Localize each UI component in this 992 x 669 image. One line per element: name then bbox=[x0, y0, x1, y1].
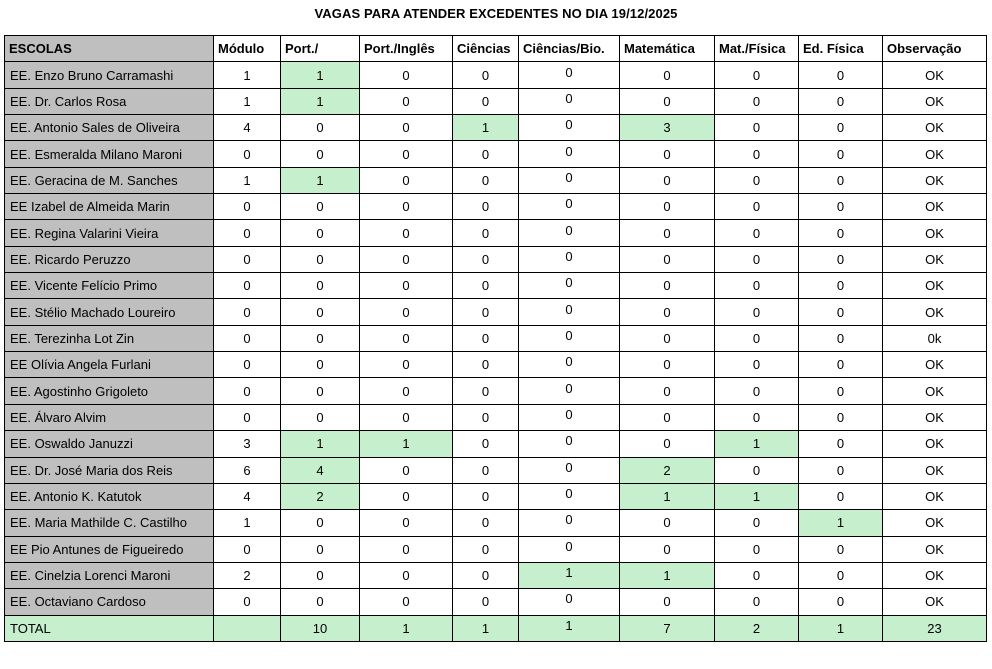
table-cell: 0 bbox=[360, 194, 453, 220]
school-name-cell: EE. Stélio Machado Loureiro bbox=[5, 299, 214, 325]
table-cell: OK bbox=[883, 88, 987, 114]
table-cell: 0 bbox=[715, 62, 799, 88]
table-cell: OK bbox=[883, 220, 987, 246]
table-cell: 0 bbox=[453, 62, 519, 88]
school-name-cell: EE. Regina Valarini Vieira bbox=[5, 220, 214, 246]
table-cell bbox=[519, 141, 620, 167]
table-cell: 0 bbox=[799, 141, 883, 167]
table-cell: 0 bbox=[281, 246, 360, 272]
table-cell: 0 bbox=[620, 325, 715, 351]
table-cell: 2 bbox=[281, 483, 360, 509]
table-cell: 0 bbox=[715, 246, 799, 272]
school-name-cell: EE. Cinelzia Lorenci Maroni bbox=[5, 562, 214, 588]
table-cell: 0 bbox=[281, 562, 360, 588]
table-cell: 0 bbox=[620, 273, 715, 299]
cell-value: 0 bbox=[565, 196, 573, 212]
cell-value: 0 bbox=[565, 486, 573, 502]
table-cell: 0 bbox=[281, 589, 360, 615]
table-cell bbox=[519, 325, 620, 351]
table-row bbox=[5, 167, 987, 193]
table-cell: 0 bbox=[715, 352, 799, 378]
table-cell: 1 bbox=[715, 431, 799, 457]
table-cell: 0 bbox=[214, 378, 281, 404]
header-ciencias-bio: Ciências/Bio. bbox=[519, 36, 620, 62]
vacancies-table bbox=[4, 35, 987, 642]
table-cell: OK bbox=[883, 483, 987, 509]
table-cell: 0 bbox=[620, 194, 715, 220]
table-cell: 0 bbox=[799, 115, 883, 141]
table-cell: 0 bbox=[799, 62, 883, 88]
table-row bbox=[5, 62, 987, 88]
table-cell: 0 bbox=[360, 88, 453, 114]
table-row bbox=[5, 352, 987, 378]
table-cell: 0 bbox=[360, 115, 453, 141]
table-cell: 0 bbox=[799, 562, 883, 588]
table-cell: 0 bbox=[281, 273, 360, 299]
table-cell bbox=[519, 273, 620, 299]
cell-value: 0 bbox=[565, 117, 573, 133]
table-cell: 0 bbox=[799, 483, 883, 509]
cell-value: 0 bbox=[565, 327, 573, 343]
table-cell: 0 bbox=[360, 246, 453, 272]
cell-value: 0 bbox=[565, 354, 573, 370]
table-cell: 0 bbox=[281, 325, 360, 351]
school-name-cell: EE. Vicente Felício Primo bbox=[5, 273, 214, 299]
table-cell: 0 bbox=[715, 299, 799, 325]
cell-value: 0 bbox=[565, 143, 573, 159]
cell-value: 0 bbox=[565, 222, 573, 238]
total-cell: 1 bbox=[453, 615, 519, 641]
table-cell: 0 bbox=[799, 431, 883, 457]
table-row bbox=[5, 115, 987, 141]
table-cell: 0 bbox=[360, 299, 453, 325]
table-row bbox=[5, 562, 987, 588]
table-cell: 0 bbox=[360, 404, 453, 430]
table-cell: OK bbox=[883, 562, 987, 588]
table-cell: 0 bbox=[620, 352, 715, 378]
school-name-cell: EE Olívia Angela Furlani bbox=[5, 352, 214, 378]
table-cell bbox=[519, 404, 620, 430]
table-cell: OK bbox=[883, 194, 987, 220]
table-row bbox=[5, 194, 987, 220]
cell-value: 1 bbox=[565, 617, 573, 633]
table-cell: 4 bbox=[214, 115, 281, 141]
table-cell: 0 bbox=[715, 325, 799, 351]
table-cell: 0 bbox=[799, 167, 883, 193]
table-cell: 0 bbox=[214, 141, 281, 167]
table-cell: OK bbox=[883, 378, 987, 404]
table-row bbox=[5, 589, 987, 615]
table-cell: 0k bbox=[883, 325, 987, 351]
table-cell: 0 bbox=[799, 273, 883, 299]
table-cell: 0 bbox=[715, 167, 799, 193]
table-cell: 0 bbox=[281, 115, 360, 141]
table-cell: 0 bbox=[715, 562, 799, 588]
table-cell bbox=[519, 352, 620, 378]
table-cell bbox=[519, 431, 620, 457]
table-cell: 0 bbox=[799, 378, 883, 404]
table-cell: 0 bbox=[715, 115, 799, 141]
table-cell bbox=[519, 483, 620, 509]
table-cell: OK bbox=[883, 299, 987, 325]
table-cell: 1 bbox=[281, 62, 360, 88]
table-cell bbox=[519, 562, 620, 588]
table-cell: 0 bbox=[453, 589, 519, 615]
table-cell: 2 bbox=[214, 562, 281, 588]
table-row bbox=[5, 273, 987, 299]
table-cell: OK bbox=[883, 246, 987, 272]
header-port: Port./ bbox=[281, 36, 360, 62]
table-cell bbox=[519, 194, 620, 220]
cell-value: 0 bbox=[565, 512, 573, 528]
table-row bbox=[5, 141, 987, 167]
table-cell: OK bbox=[883, 141, 987, 167]
table-cell bbox=[519, 62, 620, 88]
cell-value: 0 bbox=[565, 64, 573, 80]
cell-value: 1 bbox=[565, 565, 573, 581]
table-cell: 0 bbox=[281, 536, 360, 562]
table-cell: 0 bbox=[453, 457, 519, 483]
table-cell: 0 bbox=[620, 536, 715, 562]
total-row bbox=[5, 615, 987, 641]
table-cell: 0 bbox=[715, 273, 799, 299]
table-row bbox=[5, 378, 987, 404]
school-name-cell: EE. Octaviano Cardoso bbox=[5, 589, 214, 615]
table-row bbox=[5, 457, 987, 483]
table-row bbox=[5, 483, 987, 509]
school-name-cell: EE Pio Antunes de Figueiredo bbox=[5, 536, 214, 562]
table-cell: 1 bbox=[620, 562, 715, 588]
cell-value: 0 bbox=[565, 90, 573, 106]
total-label: TOTAL bbox=[5, 615, 214, 641]
table-cell: OK bbox=[883, 457, 987, 483]
table-cell: 0 bbox=[715, 378, 799, 404]
table-cell bbox=[519, 457, 620, 483]
school-name-cell: EE. Dr. José Maria dos Reis bbox=[5, 457, 214, 483]
table-row bbox=[5, 431, 987, 457]
table-cell: 0 bbox=[620, 220, 715, 246]
total-cell bbox=[214, 615, 281, 641]
table-cell: 0 bbox=[360, 589, 453, 615]
table-cell: 0 bbox=[620, 510, 715, 536]
table-cell: 0 bbox=[453, 431, 519, 457]
school-name-cell: EE. Maria Mathilde C. Castilho bbox=[5, 510, 214, 536]
school-name-cell: EE. Esmeralda Milano Maroni bbox=[5, 141, 214, 167]
table-cell: 0 bbox=[715, 457, 799, 483]
cell-value: 0 bbox=[565, 433, 573, 449]
table-cell: 0 bbox=[214, 536, 281, 562]
table-cell bbox=[519, 536, 620, 562]
school-name-cell: EE. Terezinha Lot Zin bbox=[5, 325, 214, 351]
table-row bbox=[5, 88, 987, 114]
header-ciencias: Ciências bbox=[453, 36, 519, 62]
table-cell bbox=[519, 115, 620, 141]
table-cell: 0 bbox=[453, 562, 519, 588]
table-cell: 0 bbox=[360, 220, 453, 246]
table-cell: 0 bbox=[799, 404, 883, 430]
table-cell: 0 bbox=[281, 378, 360, 404]
table-cell: OK bbox=[883, 62, 987, 88]
table-cell: 0 bbox=[360, 352, 453, 378]
total-cell: 1 bbox=[360, 615, 453, 641]
table-cell: 0 bbox=[453, 141, 519, 167]
total-cell: 1 bbox=[799, 615, 883, 641]
page-title: VAGAS PARA ATENDER EXCEDENTES NO DIA 19/12/2025 bbox=[314, 6, 678, 21]
header-matematica: Matemática bbox=[620, 36, 715, 62]
table-cell: 1 bbox=[360, 431, 453, 457]
table-cell: 0 bbox=[620, 431, 715, 457]
table-cell: 0 bbox=[360, 167, 453, 193]
table-cell: 1 bbox=[799, 510, 883, 536]
table-cell: 0 bbox=[620, 62, 715, 88]
table-cell: 0 bbox=[360, 141, 453, 167]
table-cell: 0 bbox=[799, 536, 883, 562]
table-cell: 1 bbox=[214, 88, 281, 114]
total-cell: 7 bbox=[620, 615, 715, 641]
header-escolas: ESCOLAS bbox=[5, 36, 214, 62]
table-cell: 0 bbox=[281, 220, 360, 246]
table-cell: 0 bbox=[453, 352, 519, 378]
total-cell: 2 bbox=[715, 615, 799, 641]
table-row bbox=[5, 246, 987, 272]
table-cell bbox=[519, 510, 620, 536]
header-ed-fisica: Ed. Física bbox=[799, 36, 883, 62]
table-cell: OK bbox=[883, 352, 987, 378]
table-cell: 0 bbox=[715, 589, 799, 615]
total-cell: 23 bbox=[883, 615, 987, 641]
cell-value: 0 bbox=[565, 301, 573, 317]
table-cell: 3 bbox=[620, 115, 715, 141]
table-cell: 0 bbox=[620, 246, 715, 272]
table-cell: 0 bbox=[281, 352, 360, 378]
table-cell: 1 bbox=[281, 431, 360, 457]
table-cell: 0 bbox=[360, 62, 453, 88]
table-row bbox=[5, 299, 987, 325]
table-cell: OK bbox=[883, 431, 987, 457]
table-cell: OK bbox=[883, 536, 987, 562]
table-cell: 0 bbox=[715, 88, 799, 114]
table-cell: 0 bbox=[214, 194, 281, 220]
cell-value: 0 bbox=[565, 538, 573, 554]
table-cell: 0 bbox=[453, 273, 519, 299]
table-row bbox=[5, 510, 987, 536]
table-row bbox=[5, 404, 987, 430]
table-cell: 1 bbox=[214, 510, 281, 536]
table-cell: 0 bbox=[214, 589, 281, 615]
table-cell: 0 bbox=[799, 299, 883, 325]
cell-value: 0 bbox=[565, 459, 573, 475]
table-cell: 0 bbox=[799, 194, 883, 220]
header-observacao: Observação bbox=[883, 36, 987, 62]
table-cell: 0 bbox=[214, 220, 281, 246]
table-cell: 2 bbox=[620, 457, 715, 483]
school-name-cell: EE. Enzo Bruno Carramashi bbox=[5, 62, 214, 88]
table-cell: 0 bbox=[453, 194, 519, 220]
table-cell: 1 bbox=[715, 483, 799, 509]
table-cell: 0 bbox=[620, 141, 715, 167]
table-cell: 1 bbox=[620, 483, 715, 509]
cell-value: 0 bbox=[565, 248, 573, 264]
table-cell: 1 bbox=[281, 167, 360, 193]
table-cell: 0 bbox=[360, 457, 453, 483]
table-cell: 0 bbox=[453, 325, 519, 351]
table-cell: 0 bbox=[453, 220, 519, 246]
table-cell: 0 bbox=[453, 246, 519, 272]
table-cell: 1 bbox=[214, 167, 281, 193]
table-row bbox=[5, 220, 987, 246]
table-cell: OK bbox=[883, 273, 987, 299]
table-cell: 0 bbox=[214, 352, 281, 378]
table-cell: 0 bbox=[214, 299, 281, 325]
table-cell: 0 bbox=[715, 536, 799, 562]
table-cell: 0 bbox=[281, 404, 360, 430]
table-cell: 0 bbox=[715, 510, 799, 536]
table-cell: 0 bbox=[281, 141, 360, 167]
table-cell: 0 bbox=[360, 483, 453, 509]
header-row bbox=[5, 36, 987, 62]
table-cell: 0 bbox=[281, 299, 360, 325]
table-cell: 0 bbox=[799, 220, 883, 246]
table-cell: 0 bbox=[214, 325, 281, 351]
table-cell: 0 bbox=[620, 589, 715, 615]
table-cell: 0 bbox=[453, 167, 519, 193]
table-cell: 0 bbox=[715, 194, 799, 220]
table-cell bbox=[519, 378, 620, 404]
table-cell: 0 bbox=[799, 88, 883, 114]
table-cell: 4 bbox=[214, 483, 281, 509]
school-name-cell: EE. Álvaro Alvim bbox=[5, 404, 214, 430]
school-name-cell: EE. Agostinho Grigoleto bbox=[5, 378, 214, 404]
table-cell: 1 bbox=[281, 88, 360, 114]
table-cell: 0 bbox=[799, 589, 883, 615]
table-cell: 1 bbox=[453, 115, 519, 141]
school-name-cell: EE. Oswaldo Januzzi bbox=[5, 431, 214, 457]
table-cell: 0 bbox=[214, 404, 281, 430]
school-name-cell: EE. Antonio K. Katutok bbox=[5, 483, 214, 509]
table-cell: 0 bbox=[620, 88, 715, 114]
table-cell: 0 bbox=[360, 325, 453, 351]
table-cell: 0 bbox=[620, 167, 715, 193]
table-cell: 0 bbox=[715, 404, 799, 430]
table-cell: 0 bbox=[715, 141, 799, 167]
cell-value: 0 bbox=[565, 380, 573, 396]
cell-value: 0 bbox=[565, 169, 573, 185]
table-cell: 0 bbox=[360, 510, 453, 536]
table-cell: 0 bbox=[360, 273, 453, 299]
table-cell: 0 bbox=[360, 378, 453, 404]
table-cell: 0 bbox=[620, 404, 715, 430]
table-cell bbox=[519, 167, 620, 193]
cell-value: 0 bbox=[565, 275, 573, 291]
table-cell: 0 bbox=[715, 220, 799, 246]
table-cell: OK bbox=[883, 589, 987, 615]
table-cell: 0 bbox=[799, 325, 883, 351]
table-cell: 0 bbox=[453, 378, 519, 404]
table-cell: 0 bbox=[360, 536, 453, 562]
header-modulo: Módulo bbox=[214, 36, 281, 62]
total-cell: 10 bbox=[281, 615, 360, 641]
table-cell: 0 bbox=[620, 299, 715, 325]
table-cell: OK bbox=[883, 404, 987, 430]
table-cell bbox=[519, 299, 620, 325]
table-cell: 0 bbox=[620, 378, 715, 404]
header-port-ingles: Port./Inglês bbox=[360, 36, 453, 62]
table-cell: 1 bbox=[214, 62, 281, 88]
total-cell bbox=[519, 615, 620, 641]
table-cell: 0 bbox=[214, 273, 281, 299]
header-mat-fisica: Mat./Física bbox=[715, 36, 799, 62]
school-name-cell: EE. Dr. Carlos Rosa bbox=[5, 88, 214, 114]
table-cell: 0 bbox=[453, 483, 519, 509]
table-cell: 4 bbox=[281, 457, 360, 483]
table-cell: OK bbox=[883, 510, 987, 536]
table-cell: 0 bbox=[281, 510, 360, 536]
table-cell: 0 bbox=[360, 562, 453, 588]
school-name-cell: EE. Geracina de M. Sanches bbox=[5, 167, 214, 193]
table-row bbox=[5, 325, 987, 351]
school-name-cell: EE. Antonio Sales de Oliveira bbox=[5, 115, 214, 141]
cell-value: 0 bbox=[565, 406, 573, 422]
table-cell: 0 bbox=[799, 457, 883, 483]
table-cell bbox=[519, 220, 620, 246]
table-row bbox=[5, 536, 987, 562]
table-cell: 0 bbox=[453, 88, 519, 114]
table-cell: OK bbox=[883, 115, 987, 141]
table-cell bbox=[519, 88, 620, 114]
table-cell: 0 bbox=[453, 404, 519, 430]
table-cell bbox=[519, 246, 620, 272]
table-cell: 3 bbox=[214, 431, 281, 457]
table-cell: 0 bbox=[281, 194, 360, 220]
table-cell: 0 bbox=[799, 352, 883, 378]
table-cell: 0 bbox=[453, 299, 519, 325]
table-cell: 6 bbox=[214, 457, 281, 483]
school-name-cell: EE Izabel de Almeida Marin bbox=[5, 194, 214, 220]
table-cell: 0 bbox=[214, 246, 281, 272]
table-cell bbox=[519, 589, 620, 615]
table-cell: 0 bbox=[453, 536, 519, 562]
table-cell: 0 bbox=[799, 246, 883, 272]
school-name-cell: EE. Ricardo Peruzzo bbox=[5, 246, 214, 272]
table-cell: 0 bbox=[453, 510, 519, 536]
cell-value: 0 bbox=[565, 591, 573, 607]
table-cell: OK bbox=[883, 167, 987, 193]
